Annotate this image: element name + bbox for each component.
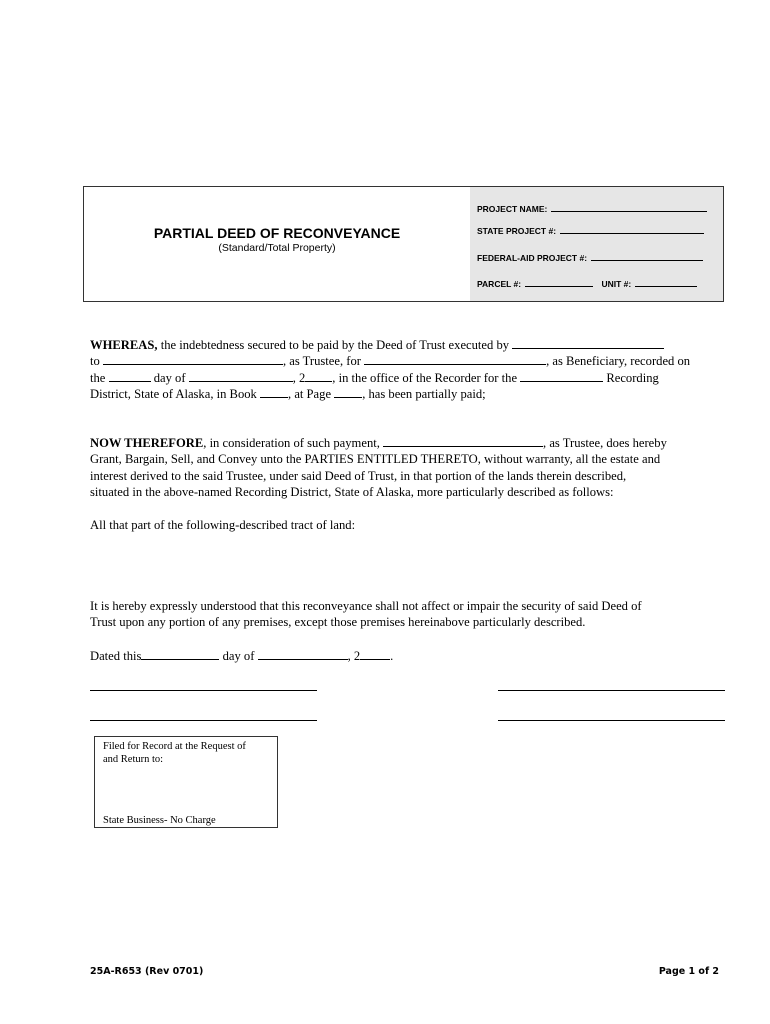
parcel-blank[interactable]: [525, 278, 593, 287]
document-title: PARTIAL DEED OF RECONVEYANCE: [153, 225, 401, 241]
whereas-text-2: to: [90, 354, 100, 369]
federal-aid-project-field: [477, 252, 703, 263]
recorder-blank[interactable]: [520, 370, 603, 382]
dated-line: [90, 648, 730, 664]
book-blank[interactable]: [260, 386, 288, 398]
project-name-blank[interactable]: [551, 203, 707, 212]
state-project-blank[interactable]: [560, 225, 704, 234]
title-panel: [84, 187, 471, 301]
whereas-text-12: , has been partially paid;: [362, 387, 486, 402]
dated-text-2: day of: [222, 649, 255, 663]
filed-text: [103, 741, 273, 766]
trustee-name-blank[interactable]: [383, 435, 543, 447]
unit-label: UNIT #:: [601, 279, 632, 289]
now-therefore-text-1: , in consideration of such payment,: [203, 436, 380, 450]
state-project-label: STATE PROJECT #:: [477, 226, 557, 236]
trustee-for-blank[interactable]: [364, 353, 546, 365]
now-therefore-line-4: situated in the above-named Recording District, State of Alaska, more particularly described as follows:: [90, 485, 614, 500]
now-therefore-lead: NOW THEREFORE: [90, 436, 204, 450]
year-blank[interactable]: [305, 370, 332, 382]
whereas-text-4: , as Beneficiary, recorded on: [546, 354, 691, 369]
whereas-lead: WHEREAS,: [90, 338, 158, 352]
now-therefore-text-2: , as Trustee, does hereby: [543, 436, 667, 450]
now-therefore-line-2: Grant, Bargain, Sell, and Convey unto the PARTIES ENTITLED THERETO, without warranty, all the estate and: [90, 452, 661, 467]
filed-for-record-box: [94, 736, 278, 828]
signature-line-left-1[interactable]: [90, 690, 317, 691]
page-blank[interactable]: [334, 386, 362, 398]
whereas-text-7: , 2: [292, 370, 306, 385]
unit-blank[interactable]: [635, 278, 697, 287]
signature-line-right-2[interactable]: [498, 720, 725, 721]
state-project-field: [477, 225, 704, 236]
dated-year-blank[interactable]: [360, 648, 390, 660]
dated-text-4: .: [390, 649, 394, 663]
tract-paragraph: All that part of the following-described tract of land:: [90, 518, 356, 532]
document-subtitle: (Standard/Total Property): [218, 242, 336, 254]
executor-blank[interactable]: [103, 353, 283, 365]
whereas-text-3: , as Trustee, for: [282, 354, 361, 369]
day-blank[interactable]: [109, 370, 151, 382]
whereas-text-5: the: [90, 370, 106, 385]
signature-line-left-2[interactable]: [90, 720, 317, 721]
parcel-field: [477, 278, 697, 289]
project-name-label: PROJECT NAME:: [477, 204, 548, 214]
dated-month-blank[interactable]: [258, 648, 348, 660]
project-name-field: [477, 203, 707, 214]
now-therefore-paragraph: [90, 435, 730, 501]
whereas-text-10: District, State of Alaska, in Book: [90, 387, 257, 402]
dated-text-1: Dated this: [90, 649, 142, 663]
understood-line-1: It is hereby expressly understood that this reconveyance shall not affect or impair the security of said Deed of: [90, 599, 642, 613]
state-business-note: State Business- No Charge: [103, 815, 216, 826]
project-info-panel: [470, 187, 723, 301]
dated-day-blank[interactable]: [141, 648, 219, 660]
parcel-label: PARCEL #:: [477, 279, 522, 289]
whereas-text-6: day of: [153, 370, 186, 385]
executed-by-blank[interactable]: [512, 337, 664, 349]
whereas-text-8: , in the office of the Recorder for the: [332, 370, 518, 385]
now-therefore-line-3: interest derived to the said Trustee, under said Deed of Trust, in that portion of the lands therein described,: [90, 468, 627, 483]
understood-paragraph: [90, 598, 730, 631]
federal-aid-project-label: FEDERAL-AID PROJECT #:: [477, 253, 588, 263]
whereas-text-9: Recording: [606, 370, 659, 385]
header-box: [83, 186, 724, 302]
form-id: 25A-R653 (Rev 0701): [90, 966, 204, 977]
month-blank[interactable]: [189, 370, 293, 382]
signature-line-right-1[interactable]: [498, 690, 725, 691]
filed-line-1: Filed for Record at the Request of: [103, 741, 246, 752]
filed-line-2: and Return to:: [103, 753, 164, 765]
page-number: Page 1 of 2: [658, 966, 719, 977]
understood-line-2: Trust upon any portion of any premises, except those premises hereinabove particularly described.: [90, 615, 586, 630]
federal-aid-project-blank[interactable]: [591, 252, 703, 261]
whereas-paragraph: [90, 337, 730, 403]
whereas-text-11: , at Page: [288, 387, 332, 402]
dated-text-3: , 2: [347, 649, 361, 663]
whereas-text-1: the indebtedness secured to be paid by the Deed of Trust executed by: [160, 338, 510, 352]
